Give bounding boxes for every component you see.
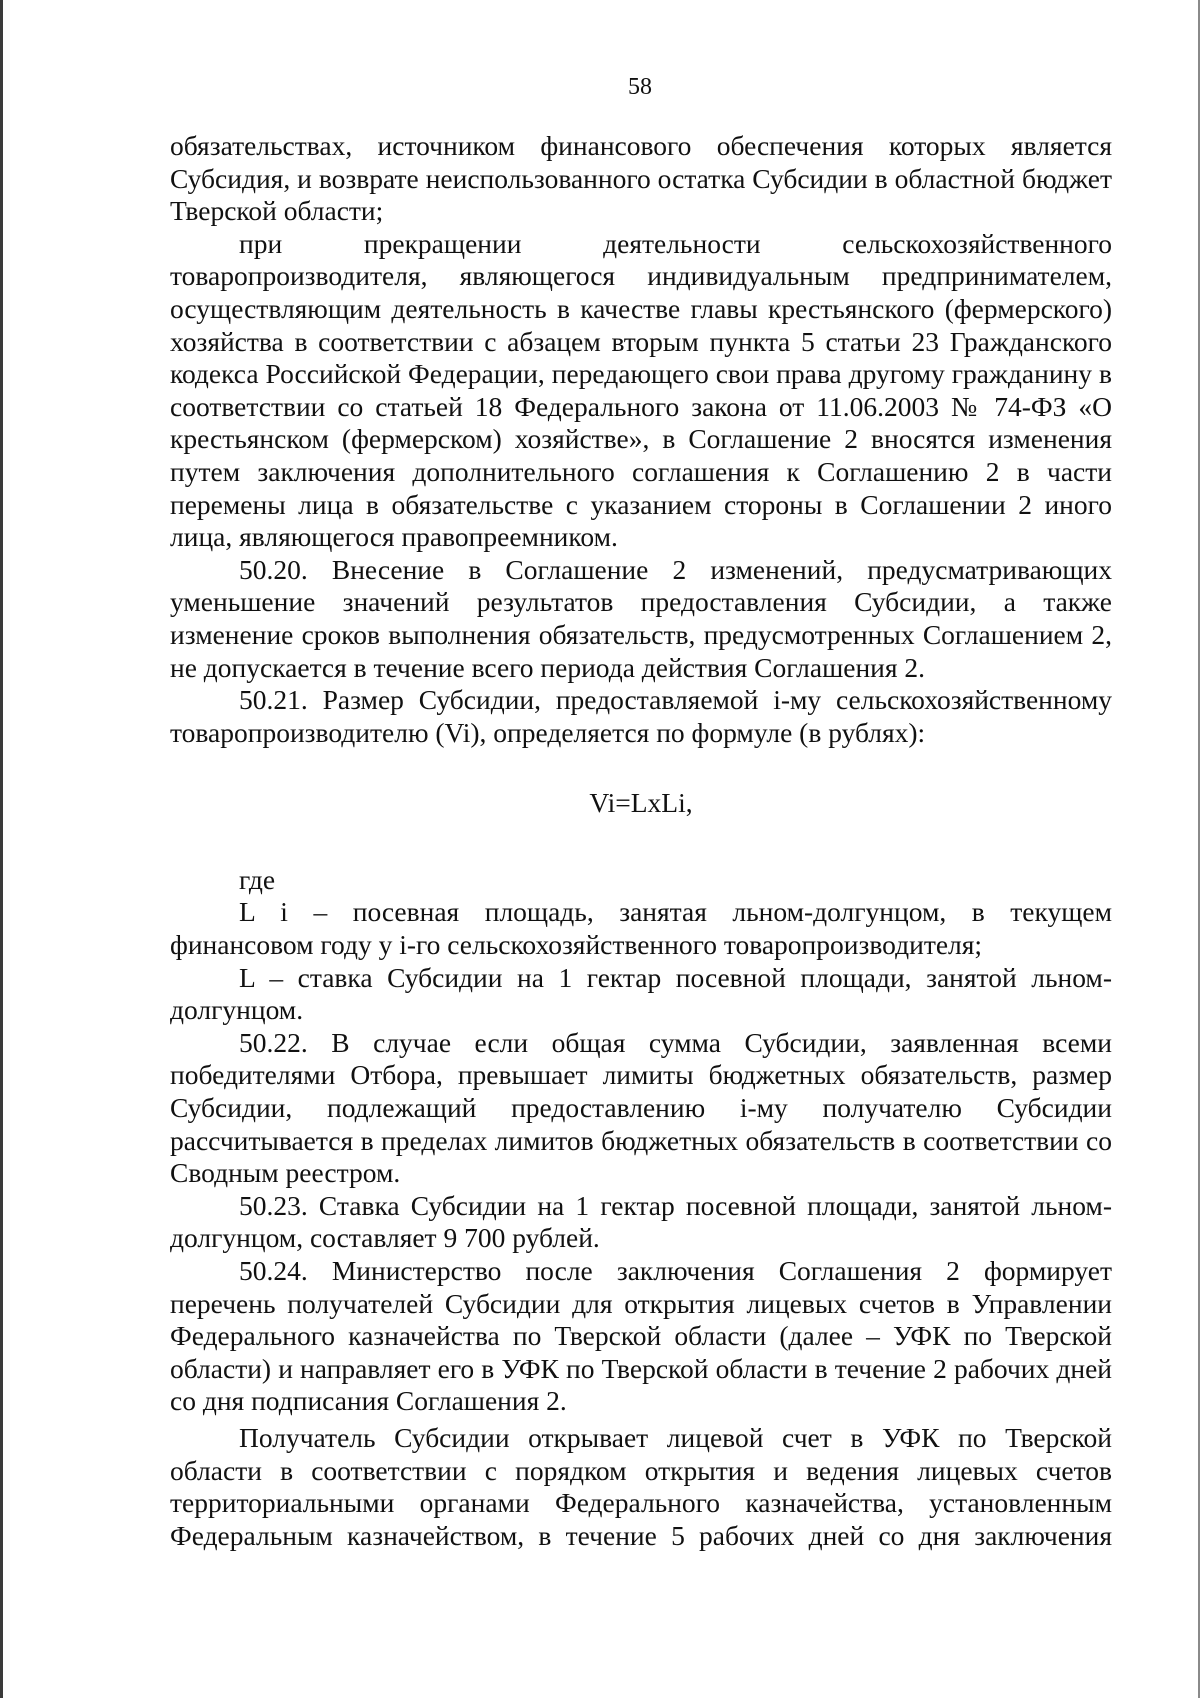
page-number: 58 — [628, 74, 652, 100]
paragraph-obligations-continuation: обязательствах, источником финансового обеспечения которых является Субсидия, и возврате неиспользованного остатка Субсидии в областной бюджет Тверской области; — [170, 130, 1112, 227]
document-body — [170, 130, 1112, 1552]
paragraph-50-20: 50.20. Внесение в Соглашение 2 изменений, предусматривающих уменьшение значений результатов предоставления Субсидии, а также изменение сроков выполнения обязательств, предусмотренных Соглашением 2, не допускается в течение всего периода действия Соглашения 2. — [170, 553, 1112, 683]
scan-edge-left — [0, 0, 3, 1698]
paragraph-50-21: 50.21. Размер Субсидии, предоставляемой i-му сельскохозяйственному товаропроизводителю (Vi), определяется по формуле (в рублях): — [170, 684, 1112, 748]
definition-l: L – ставка Субсидии на 1 гектар посевной площади, занятой льном-долгунцом. — [170, 961, 1112, 1026]
paragraph-50-23: 50.23. Ставка Субсидии на 1 гектар посевной площади, занятой льном-долгунцом, составляет 9 700 рублей. — [170, 1189, 1112, 1254]
paragraph-where: где — [239, 863, 276, 895]
paragraph-50-24: 50.24. Министерство после заключения Соглашения 2 формирует перечень получателей Субсидии для открытия лицевых счетов в Управлении Федерального казначейства по Тверской области (далее – УФК по Тверской области) и направляет его в УФК по Тверской области в течение 2 рабочих дней со дня подписания Соглашения 2. — [170, 1255, 1112, 1417]
paragraph-farm-termination: при прекращении деятельности сельскохозяйственного товаропроизводителя, являющегося индивидуальным предпринимателем, осуществляющим деятельность в качестве главы крестьянского (фермерского) хозяйства в соответствии с абзацем вторым пункта 5 статьи 23 Гражданского кодекса Российской Федерации, передающего свои права другому гражданину в соответствии со статьей 18 Федерального закона от 11.06.2003 № 74-ФЗ «О крестьянском (фермерском) хозяйстве», в Соглашение 2 вносятся изменения путем заключения дополнительного соглашения к Соглашению 2 в части перемены лица в обязательстве с указанием стороны в Соглашении 2 иного лица, являющегося правопреемником. — [170, 227, 1112, 553]
paragraph-account-opening: Получатель Субсидии открывает лицевой счет в УФК по Тверской области в соответствии с порядком открытия и ведения лицевых счетов территориальными органами Федерального казначейства, установленным Федеральным казначейством, в течение 5 рабочих дней со дня заключения — [170, 1421, 1112, 1551]
paragraph-50-22: 50.22. В случае если общая сумма Субсидии, заявленная всеми победителями Отбора, превышает лимиты бюджетных обязательств, размер Субсидии, подлежащий предоставлению i-му получателю Субсидии рассчитывается в пределах лимитов бюджетных обязательств в соответствии со Сводным реестром. — [170, 1026, 1112, 1189]
definition-li: L i – посевная площадь, занятая льном-долгунцом, в текущем финансовом году у i-го сельскохозяйственного товаропроизводителя; — [170, 896, 1112, 961]
subsidy-formula: Vi=LxLi, — [589, 787, 693, 819]
